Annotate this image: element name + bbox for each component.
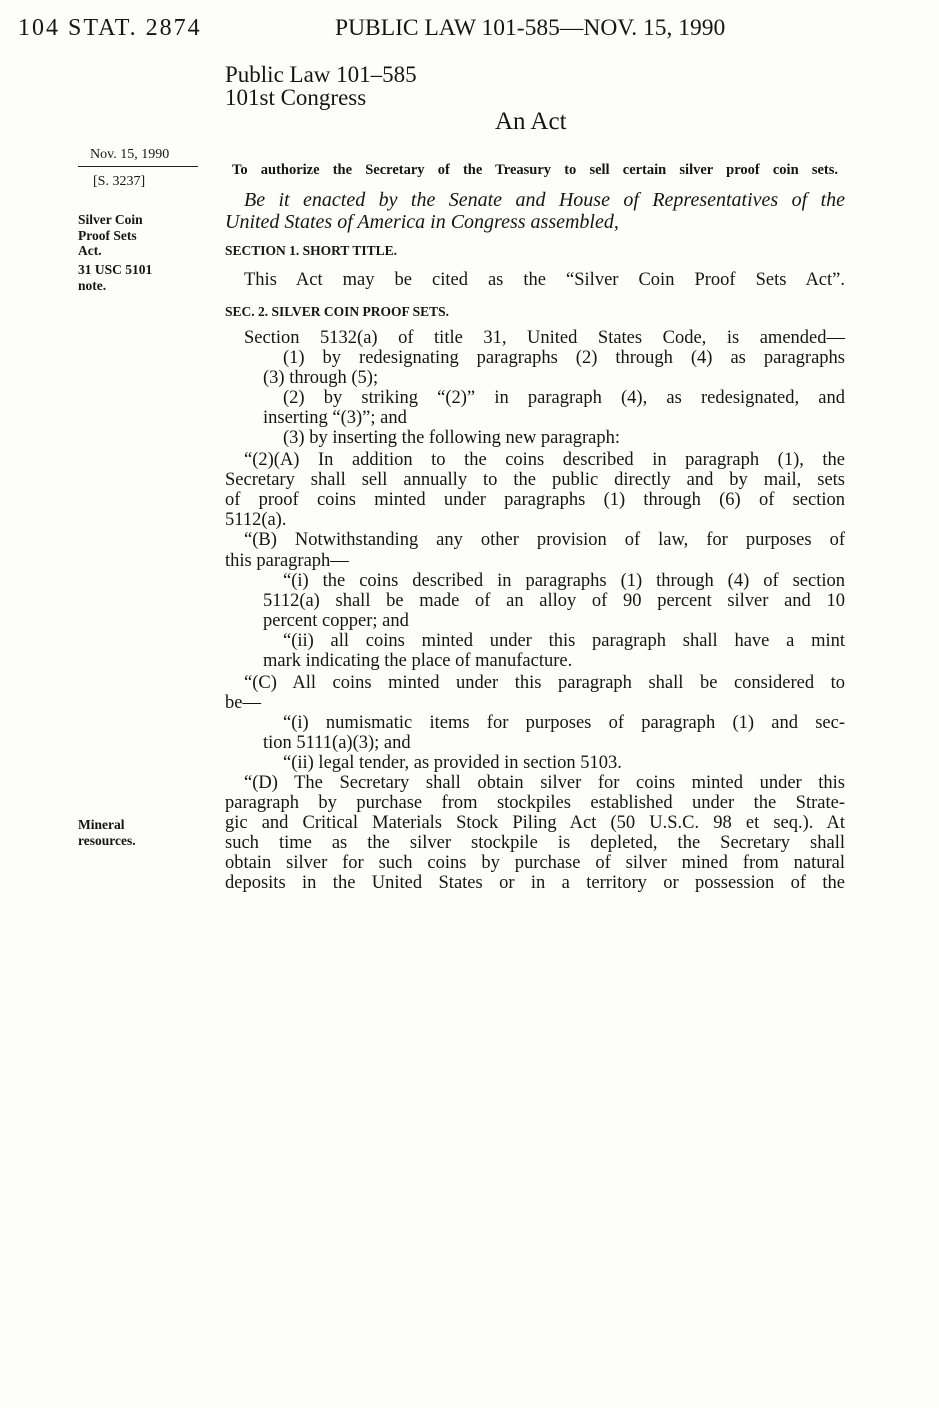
section-2-text-line: “(C) All coins minted under this paragraph shall be considered to [244, 673, 845, 693]
section-2-text-line: “(i) the coins described in paragraphs (1) through (4) of section [283, 571, 845, 591]
section-2-text-line: “(B) Notwithstanding any other provision of law, for purposes of [244, 530, 845, 550]
section-2-text-line: (3) by inserting the following new paragraph: [283, 428, 621, 448]
section-2-text-line: be— [225, 693, 261, 713]
section-1-heading: SECTION 1. SHORT TITLE. [225, 243, 397, 258]
margin-date: Nov. 15, 1990 [90, 147, 170, 162]
margin-note: 31 USC 5101 [78, 262, 153, 277]
section-2-text-line: paragraph by purchase from stockpiles established under the Strate- [225, 793, 845, 813]
congress-number: 101st Congress [225, 85, 367, 110]
section-2-text-line: inserting “(3)”; and [263, 408, 407, 428]
section-2-text-line: deposits in the United States or in a territory or possession of the [225, 873, 845, 893]
margin-bill-number: [S. 3237] [93, 174, 146, 189]
act-purpose: To authorize the Secretary of the Treasury to sell certain silver proof coin sets. [232, 162, 838, 178]
section-2-text-line: this paragraph— [225, 551, 349, 571]
section-2-text-line: Section 5132(a) of title 31, United States Code, is amended— [244, 328, 845, 348]
margin-note: resources. [78, 833, 136, 848]
section-2-text-line: “(ii) all coins minted under this paragraph shall have a mint [283, 631, 845, 651]
act-heading: An Act [495, 108, 567, 135]
running-head: PUBLIC LAW 101-585—NOV. 15, 1990 [335, 15, 726, 41]
section-2-text-line: percent copper; and [263, 611, 409, 631]
enacting-clause-line: United States of America in Congress assembled, [225, 211, 619, 233]
margin-note: Silver Coin [78, 212, 143, 227]
section-2-text-line: “(D) The Secretary shall obtain silver for coins minted under this [244, 773, 845, 793]
section-2-text-line: Secretary shall sell annually to the public directly and by mail, sets [225, 470, 845, 490]
section-2-text-line: “(2)(A) In addition to the coins described in paragraph (1), the [244, 450, 845, 470]
margin-note: Mineral [78, 817, 125, 832]
section-2-text-line: 5112(a). [225, 510, 287, 530]
margin-note: Proof Sets [78, 228, 137, 243]
section-2-text-line: 5112(a) shall be made of an alloy of 90 percent silver and 10 [263, 591, 845, 611]
enacting-clause-line: Be it enacted by the Senate and House of Representatives of the [244, 189, 845, 211]
margin-rule [78, 166, 198, 167]
section-2-text-line: obtain silver for such coins by purchase of silver mined from natural [225, 853, 845, 873]
public-law-number: Public Law 101–585 [225, 62, 417, 87]
section-2-text-line: gic and Critical Materials Stock Piling Act (50 U.S.C. 98 et seq.). At [225, 813, 845, 833]
section-1-text: This Act may be cited as the “Silver Coin Proof Sets Act”. [244, 270, 845, 290]
section-2-text-line: (2) by striking “(2)” in paragraph (4), as redesignated, and [283, 388, 845, 408]
section-2-text-line: tion 5111(a)(3); and [263, 733, 411, 753]
section-2-heading: SEC. 2. SILVER COIN PROOF SETS. [225, 304, 450, 319]
margin-note: Act. [78, 243, 102, 258]
margin-note: note. [78, 278, 107, 293]
stat-page-number: 104 STAT. 2874 [18, 15, 202, 41]
section-2-text-line: such time as the silver stockpile is depleted, the Secretary shall [225, 833, 845, 853]
section-2-text-line: (1) by redesignating paragraphs (2) through (4) as paragraphs [283, 348, 845, 368]
section-2-text-line: “(i) numismatic items for purposes of paragraph (1) and sec- [283, 713, 845, 733]
section-2-text-line: “(ii) legal tender, as provided in section 5103. [283, 753, 622, 773]
section-2-text-line: mark indicating the place of manufacture. [263, 651, 573, 671]
section-2-text-line: (3) through (5); [263, 368, 379, 388]
section-2-text-line: of proof coins minted under paragraphs (1) through (6) of section [225, 490, 845, 510]
